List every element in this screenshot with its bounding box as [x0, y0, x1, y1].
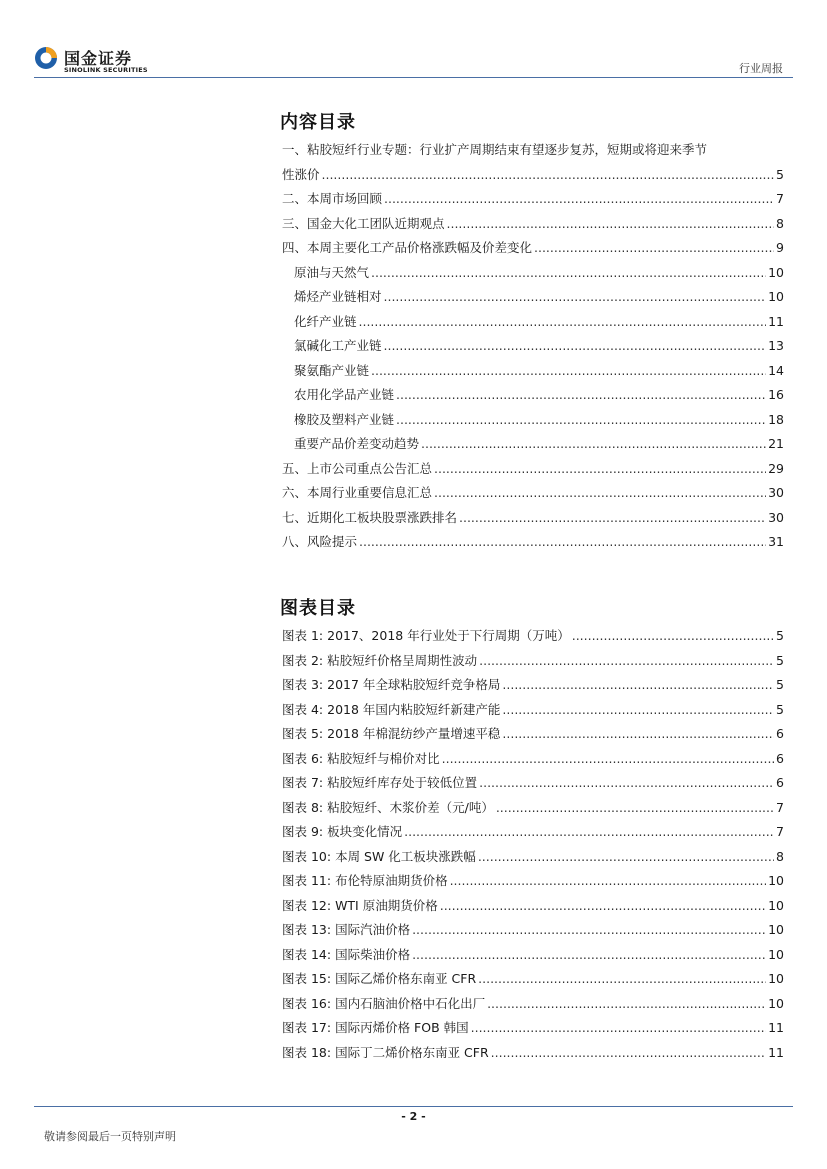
toc-entry[interactable] [282, 869, 784, 894]
toc-entry-label: 二、本周市场回顾 [282, 191, 383, 206]
toc-entry[interactable] [282, 747, 784, 772]
toc-entry-label: 三、国金大化工团队近期观点 [282, 215, 445, 231]
dot-leader [412, 918, 766, 943]
toc-entry-page: 10 [768, 995, 784, 1011]
dot-leader [478, 845, 774, 870]
dot-leader [384, 187, 774, 212]
dot-leader [322, 163, 775, 188]
toc-entry[interactable] [282, 212, 784, 237]
toc-entry[interactable] [282, 261, 784, 286]
sinolink-logo-icon [34, 46, 58, 70]
dot-leader [450, 869, 767, 894]
toc-entry-page: 10 [768, 289, 784, 304]
toc-entry[interactable] [282, 432, 784, 457]
dot-leader [359, 530, 766, 555]
toc-entry-page: 31 [768, 534, 784, 549]
header-divider [34, 77, 793, 78]
toc-entry-label-cont: 性涨价 [282, 166, 320, 182]
toc-entry-label: 氯碱化工产业链 [294, 338, 382, 353]
toc-entry-page: 10 [768, 922, 784, 937]
dot-leader [396, 408, 766, 433]
toc-entry[interactable] [282, 918, 784, 943]
toc-entry-label: 图表 11: 布伦特原油期货价格 [282, 873, 448, 888]
dot-leader [502, 673, 774, 698]
toc-entry-label: 重要产品价差变动趋势 [294, 436, 420, 451]
toc-entry[interactable] [282, 310, 784, 335]
toc-entry-label: 图表 3: 2017 年全球粘胶短纤竞争格局 [282, 677, 501, 692]
toc-entry-label: 图表 9: 板块变化情况 [282, 824, 403, 839]
toc-entry[interactable] [282, 894, 784, 919]
toc-entry-page: 6 [776, 775, 784, 790]
toc-entry-page: 13 [768, 338, 784, 353]
footer-divider [34, 1106, 793, 1107]
dot-leader [359, 310, 767, 335]
logo-text-cn: 国金证券 [64, 49, 133, 68]
dot-leader [404, 820, 774, 845]
toc-entry-label: 图表 1: 2017、2018 年行业处于下行周期（万吨） [282, 628, 570, 643]
dot-leader [534, 236, 774, 261]
company-logo [34, 44, 164, 78]
toc-entry-label: 图表 18: 国际丁二烯价格东南亚 CFR [282, 1044, 489, 1060]
toc-entry[interactable] [282, 796, 784, 821]
toc-entry-label: 图表 10: 本周 SW 化工板块涨跌幅 [282, 848, 476, 864]
toc-entry-page: 21 [768, 436, 784, 451]
toc-entry[interactable] [282, 1041, 784, 1066]
toc-entry-label: 图表 4: 2018 年国内粘胶短纤新建产能 [282, 701, 501, 717]
toc-entry[interactable] [282, 771, 784, 796]
toc-entry-page: 30 [768, 485, 784, 500]
logo-text-en: SINOLINK SECURITIES [64, 66, 148, 74]
dot-leader [440, 894, 766, 919]
toc-entry[interactable] [282, 943, 784, 968]
dot-leader [502, 722, 774, 747]
toc-entry-page: 10 [768, 946, 784, 962]
dot-leader [447, 212, 775, 237]
toc-entry-page: 8 [776, 848, 784, 864]
dot-leader [371, 359, 766, 384]
toc-entry-page: 7 [776, 824, 784, 839]
dot-leader [478, 967, 766, 992]
toc-entry-page: 10 [768, 971, 784, 986]
toc-entry-label: 四、本周主要化工产品价格涨跌幅及价差变化 [282, 240, 533, 255]
toc-entry-label: 烯烃产业链相对 [294, 289, 382, 304]
toc-entry-page: 9 [776, 240, 784, 255]
toc-entry-label: 七、近期化工板块股票涨跌排名 [282, 509, 458, 525]
toc-entry-page: 7 [776, 799, 784, 815]
toc-entry-page: 30 [768, 509, 784, 525]
dot-leader [371, 261, 766, 286]
dot-leader [479, 649, 774, 674]
toc-entry[interactable] [282, 698, 784, 723]
dot-leader [496, 796, 774, 821]
dot-leader [384, 334, 767, 359]
figures-title: 图表目录 [280, 598, 356, 619]
toc-entry-label: 图表 7: 粘胶短纤库存处于较低位置 [282, 775, 478, 790]
toc-entry-label: 六、本周行业重要信息汇总 [282, 485, 433, 500]
toc-entry[interactable] [282, 334, 784, 359]
toc-entry-label: 原油与天然气 [294, 264, 370, 280]
toc-entry-page: 5 [776, 701, 784, 717]
toc-entry-page: 11 [768, 1044, 784, 1060]
toc-entry-label: 图表 13: 国际汽油价格 [282, 922, 411, 937]
dot-leader [421, 432, 766, 457]
toc-entry-label: 橡胶及塑料产业链 [294, 411, 395, 427]
dot-leader [396, 383, 766, 408]
toc-entry-page: 5 [776, 677, 784, 692]
toc-entry-page: 6 [776, 750, 784, 766]
toc-entry-label: 图表 16: 国内石脑油价格中石化出厂 [282, 995, 486, 1011]
toc-entry[interactable] [282, 649, 784, 674]
toc-entry[interactable] [282, 992, 784, 1017]
toc-entry-label: 八、风险提示 [282, 534, 358, 549]
dot-leader [459, 506, 766, 531]
toc-entry-label: 聚氨酯产业链 [294, 362, 370, 378]
toc-entry[interactable] [282, 673, 784, 698]
toc-entry-page: 7 [776, 191, 784, 206]
dot-leader [434, 481, 766, 506]
dot-leader [572, 624, 774, 649]
toc-entry[interactable] [282, 383, 784, 408]
dot-leader [491, 1041, 766, 1066]
toc-entry-page: 5 [776, 652, 784, 668]
dot-leader [487, 992, 766, 1017]
contents-toc [282, 138, 784, 555]
toc-entry-page: 10 [768, 264, 784, 280]
toc-entry-page: 8 [776, 215, 784, 231]
toc-entry-page: 10 [768, 897, 784, 913]
toc-entry-page: 10 [768, 873, 784, 888]
toc-entry[interactable] [282, 359, 784, 384]
toc-entry-page: 29 [768, 460, 784, 476]
toc-entry-page: 11 [768, 313, 784, 329]
toc-entry[interactable] [282, 530, 784, 555]
toc-entry-page: 14 [768, 362, 784, 378]
toc-entry[interactable] [282, 722, 784, 747]
toc-entry-label: 图表 14: 国际柴油价格 [282, 946, 411, 962]
toc-entry[interactable] [282, 820, 784, 845]
toc-entry[interactable] [282, 408, 784, 433]
figures-toc [282, 624, 784, 1065]
toc-entry-page: 16 [768, 387, 784, 402]
dot-leader [384, 285, 767, 310]
toc-entry[interactable] [282, 187, 784, 212]
toc-entry-label: 一、粘胶短纤行业专题：行业扩产周期结束有望逐步复苏，短期或将迎来季节 [282, 142, 708, 157]
toc-entry-label: 图表 5: 2018 年棉混纺纱产量增速平稳 [282, 726, 501, 741]
toc-entry[interactable] [282, 1016, 784, 1041]
dot-leader [434, 457, 766, 482]
toc-entry-page: 18 [768, 411, 784, 427]
toc-entry-label: 农用化学品产业链 [294, 387, 395, 402]
toc-entry[interactable] [282, 138, 784, 187]
page-number: - 2 - [401, 1110, 426, 1123]
toc-entry[interactable] [282, 285, 784, 310]
toc-entry[interactable] [282, 624, 784, 649]
toc-entry-label: 图表 15: 国际乙烯价格东南亚 CFR [282, 971, 477, 986]
dot-leader [442, 747, 774, 772]
toc-entry-page: 5 [776, 166, 784, 182]
toc-entry-label: 图表 2: 粘胶短纤价格呈周期性波动 [282, 652, 478, 668]
toc-entry-page: 5 [776, 628, 784, 643]
toc-entry-label: 图表 8: 粘胶短纤、木浆价差（元/吨） [282, 799, 494, 815]
toc-entry[interactable] [282, 481, 784, 506]
toc-entry[interactable] [282, 457, 784, 482]
dot-leader [502, 698, 774, 723]
toc-entry-label: 图表 12: WTI 原油期货价格 [282, 897, 438, 913]
dot-leader [412, 943, 766, 968]
dot-leader [479, 771, 774, 796]
toc-entry[interactable] [282, 506, 784, 531]
toc-entry-label: 五、上市公司重点公告汇总 [282, 460, 433, 476]
contents-title: 内容目录 [280, 112, 356, 133]
disclaimer: 敬请参阅最后一页特别声明 [44, 1130, 176, 1143]
toc-entry[interactable] [282, 845, 784, 870]
dot-leader [471, 1016, 766, 1041]
toc-entry-label: 化纤产业链 [294, 313, 357, 329]
toc-entry[interactable] [282, 967, 784, 992]
toc-entry-label: 图表 17: 国际丙烯价格 FOB 韩国 [282, 1020, 469, 1035]
report-type: 行业周报 [739, 62, 783, 75]
toc-entry[interactable] [282, 236, 784, 261]
toc-entry-page: 11 [768, 1020, 784, 1035]
toc-entry-label: 图表 6: 粘胶短纤与棉价对比 [282, 750, 440, 766]
toc-entry-page: 6 [776, 726, 784, 741]
